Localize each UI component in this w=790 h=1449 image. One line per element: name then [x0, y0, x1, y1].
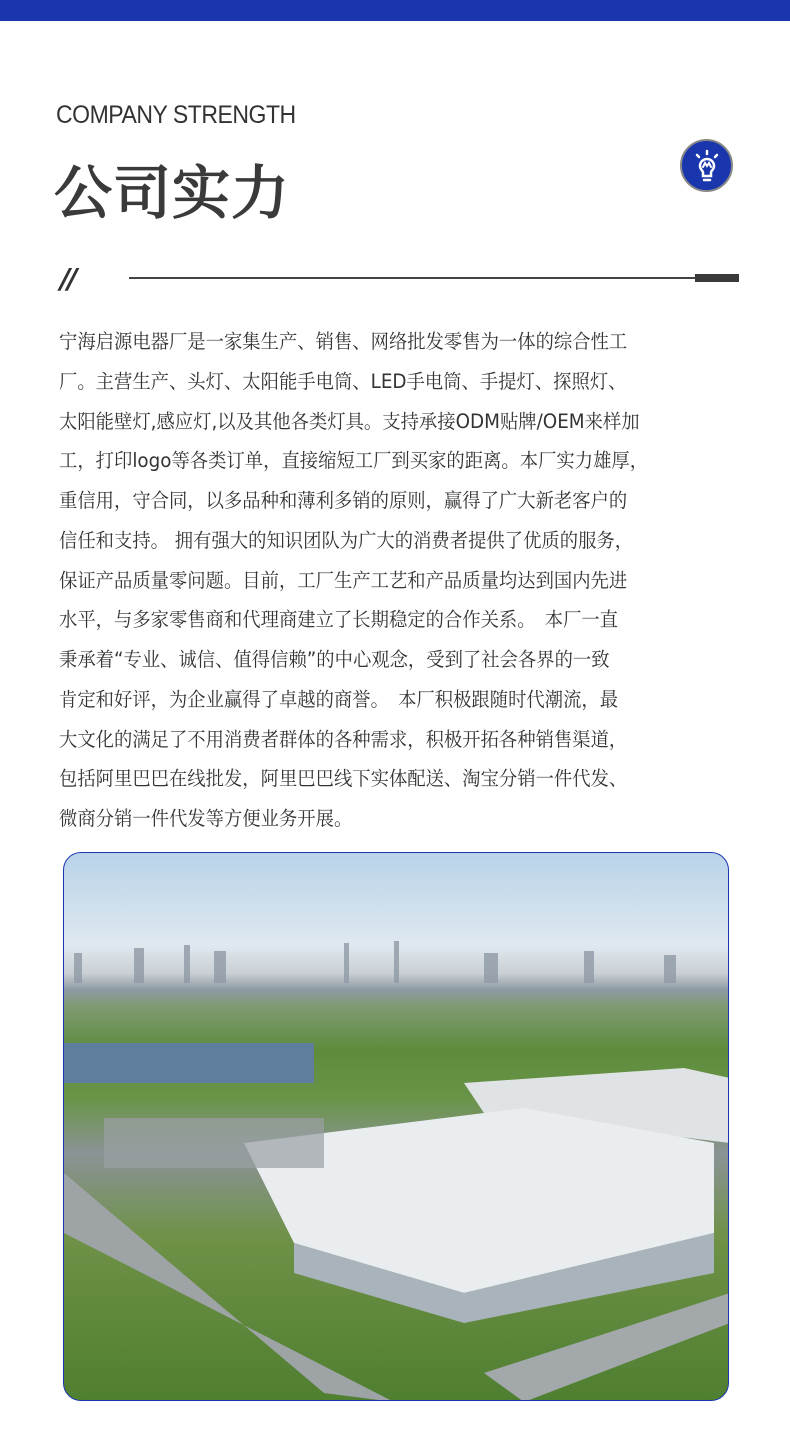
description-line: 太阳能壁灯,感应灯,以及其他各类灯具。支持承接ODM贴牌/OEM来样加	[59, 409, 640, 433]
description-line: 重信用，守合同，以多品种和薄利多销的原则，赢得了广大新老客户的	[59, 489, 628, 512]
description-line: 微商分销一件代发等方便业务开展。	[59, 807, 353, 830]
description-line: 水平，与多家零售商和代理商建立了长期稳定的合作关系。 本厂一直	[59, 608, 619, 632]
factory-aerial-photo	[63, 852, 729, 1401]
divider-end-bar	[695, 274, 739, 282]
description-line: 包括阿里巴巴在线批发，阿里巴巴线下实体配送、淘宝分销一件代发、	[59, 767, 628, 791]
description-line: 秉承着“专业、诚信、值得信赖”的中心观念，受到了社会各界的一致	[59, 648, 610, 671]
description-line: 肯定和好评，为企业赢得了卓越的商誉。 本厂积极跟随时代潮流，最	[59, 687, 619, 711]
company-description	[59, 322, 759, 839]
description-line: 宁海启源电器厂是一家集生产、销售、网络批发零售为一体的综合性工	[59, 330, 628, 353]
description-line: 保证产品质量零问题。目前，工厂生产工艺和产品质量均达到国内先进	[59, 568, 628, 592]
description-line: 厂。主营生产、头灯、太阳能手电筒、LED手电筒、手提灯、探照灯、	[59, 369, 627, 393]
description-line: 信任和支持。 拥有强大的知识团队为广大的消费者提供了优质的服务，	[59, 528, 634, 552]
section-subtitle: COMPANY STRENGTH	[56, 101, 296, 129]
top-accent-bar	[0, 0, 790, 21]
description-line: 工，打印logo等各类订单，直接缩短工厂到买家的距离。本厂实力雄厚，	[59, 449, 649, 473]
divider-line	[129, 277, 695, 279]
lightbulb-icon	[680, 139, 733, 192]
divider-slash-mark: //	[60, 262, 75, 295]
section-title: 公司实力	[54, 159, 291, 227]
description-line: 大文化的满足了不用消费者群体的各种需求，积极开拓各种销售渠道，	[59, 727, 628, 751]
